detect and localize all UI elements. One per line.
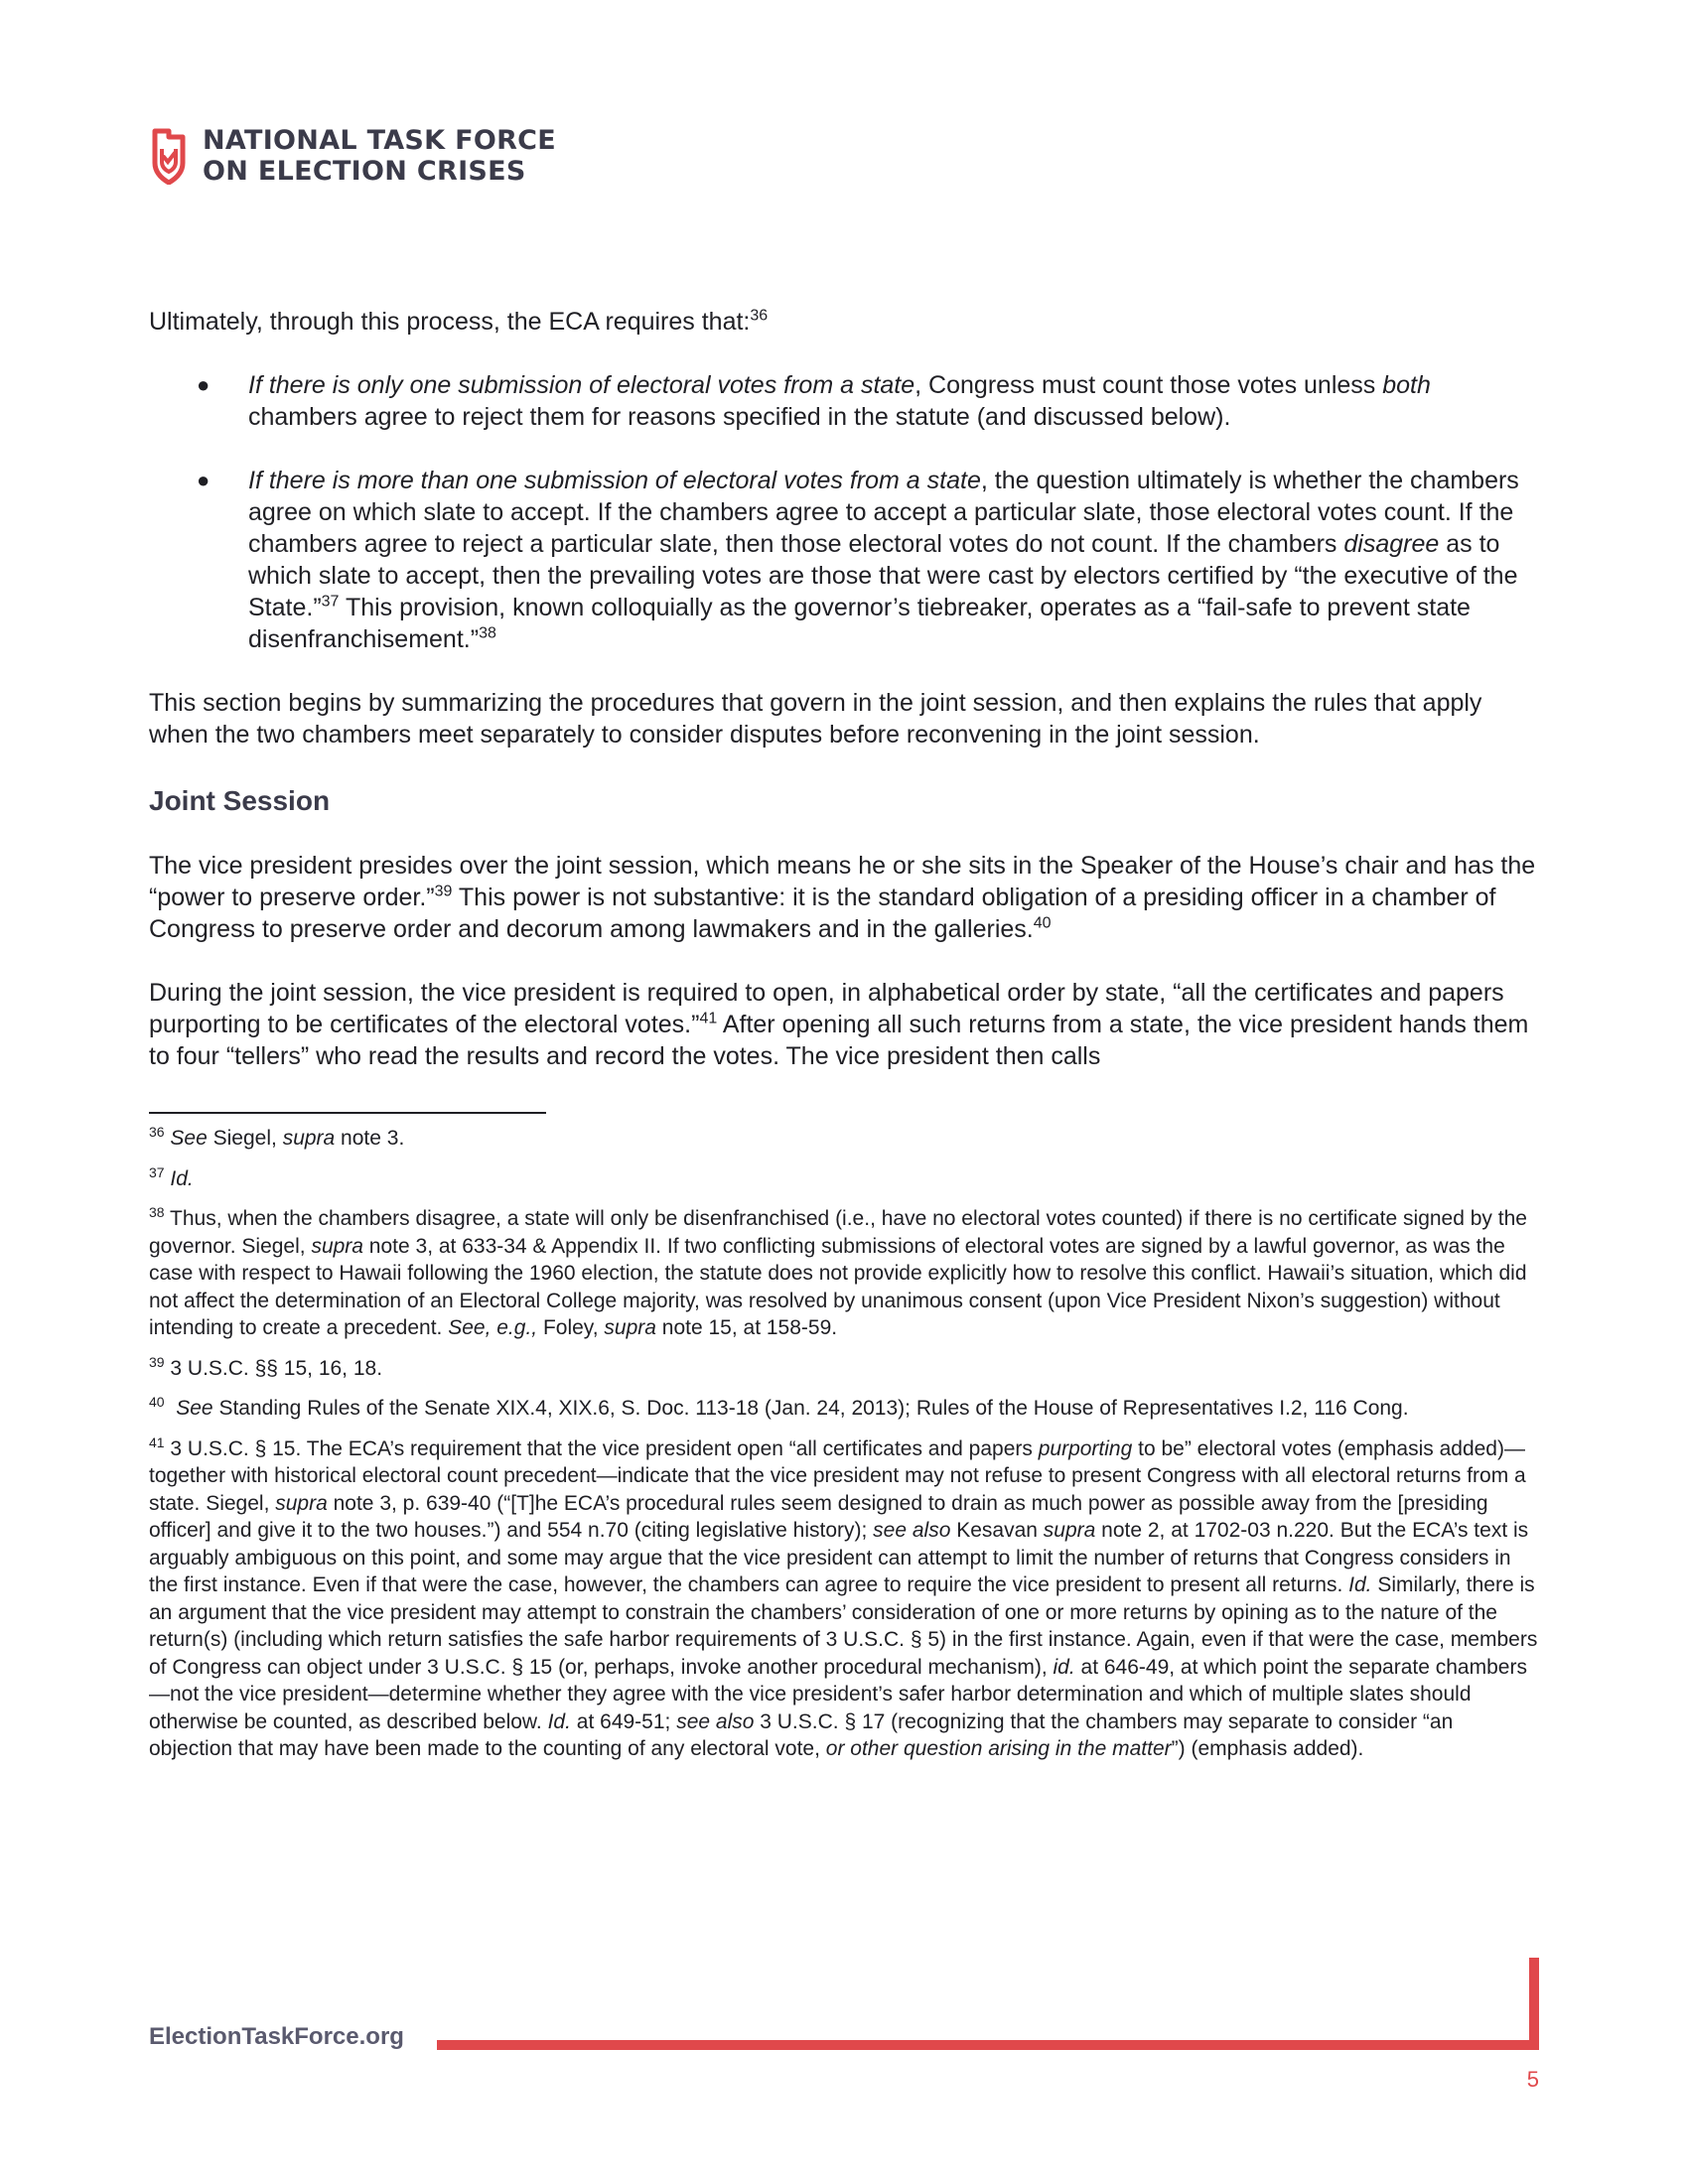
section-summary-paragraph: This section begins by summarizing the procedures that govern in the joint session, and then explains the rules that apply when the two chambers meet separately to consider disputes before reconvening in the joint session. bbox=[149, 689, 1482, 749]
main-content bbox=[149, 306, 1539, 1072]
list-item: ● If there is only one submission of electoral votes from a state, Congress must count those votes unless both chambers agree to reject them for reasons specified in the statute (and discussed below). bbox=[197, 371, 1431, 431]
footnote-ref-39[interactable]: 39 bbox=[434, 883, 453, 900]
footnote-41: $^{41}$ 3 U.S.C. § 15. The ECA’s requirement that the vice president open “all certificates and papers purporting to be” electoral votes (emphasis added)—together with historical electoral count precedent—indicate that the vice president may not refuse to present Congress with all electoral returns from a state. Siegel, supra note 3, p. 639-40 (“[T]he ECA’s procedural rules seem designed to drain as much power as possible away from the [presiding officer] and give it to the two houses.”) and 554 n.70 (citing legislative history); see also Kesavan supra note 2, at 1702-03 n.220. But the ECA’s text is arguably ambiguous on this point, and some may argue that the vice president can attempt to limit the number of returns that Congress considers in the first instance. Even if that were the case, however, the chambers can agree to require the vice president to present all returns. Id. Similarly, there is an argument that the vice president may attempt to constrain the chambers’ consideration of one or more returns by opining as to the nature of the return(s) (including which return satisfies the safe harbor requirements of 3 U.S.C. § 5) in the first instance. Again, even if that were the case, members of Congress can object under 3 U.S.C. § 15 (or, perhaps, invoke another procedural mechanism), id. at 646-49, at which point the separate chambers—not the vice president—determine whether they agree with the vice president’s safer harbor determination and which of multiple slates should otherwise be counted, as described below. Id. at 649-51; see also 3 U.S.C. § 17 (recognizing that the chambers may separate to consider “an objection that may have been made to the counting of any electoral vote, or other question arising in the matter”) (emphasis added). bbox=[149, 1433, 1538, 1760]
footnote-38: $^{38}$ Thus, when the chambers disagree, a state will only be disenfranchised (i.e., have no electoral votes counted) if there is no certificate signed by the governor. Siegel, supra note 3, at 633-34 & Appendix II. If two conflicting submissions of electoral votes are signed by a lawful governor, as was the case with respect to Hawaii following the 1960 election, the statute does not provide explicitly how to resolve this conflict. Hawaii’s situation, which did not affect the determination of an Electoral College majority, was resolved by unanimous consent (upon Vice President Nixon’s suggestion) without intending to create a precedent. See, e.g., Foley, supra note 15, at 158-59. bbox=[149, 1204, 1527, 1339]
logo-line-2: ON ELECTION CRISES bbox=[203, 156, 526, 187]
footnote-ref-40[interactable]: 40 bbox=[1033, 914, 1052, 932]
footnote-39: $^{39}$ 3 U.S.C. §§ 15, 16, 18. bbox=[149, 1353, 383, 1380]
footnote-ref-41[interactable]: 41 bbox=[699, 1010, 718, 1027]
logo-wordmark bbox=[203, 125, 556, 187]
footnote-ref-38[interactable]: 38 bbox=[479, 624, 496, 642]
logo-line-1: NATIONAL TASK FORCE bbox=[203, 125, 557, 156]
footnote-37: $^{37}$ Id. bbox=[149, 1163, 194, 1190]
bullet-icon: ● bbox=[197, 468, 211, 492]
footnotes bbox=[149, 1125, 1539, 1776]
footnote-40: $^{40}$ See Standing Rules of the Senate XIX.4, XIX.6, S. Doc. 113-18 (Jan. 24, 2013); Rules of the House of Representatives I.2, 116 Cong. bbox=[149, 1394, 1409, 1420]
joint-session-paragraph-1: The vice president presides over the joint session, which means he or she sits in the Speaker of the House’s chair and has the “power to preserve order.”$^{39}$ This power is not substantive: it is the standard obligation of a presiding officer in a chamber of Congress to preserve order and decorum among lawmakers and in the galleries.$^{40}$ bbox=[149, 852, 1536, 943]
footnote-ref-37[interactable]: 37 bbox=[321, 593, 340, 611]
footnote-divider bbox=[149, 1112, 546, 1114]
footer-accent-line bbox=[437, 2040, 1537, 2050]
shield-logo-icon bbox=[149, 127, 189, 185]
footer-accent-vertical bbox=[1529, 1958, 1539, 2050]
section-heading: Joint Session bbox=[149, 785, 331, 816]
intro-paragraph: Ultimately, through this process, the ECA requires that:$^{36}$ bbox=[149, 307, 769, 336]
requirements-list bbox=[149, 369, 1539, 655]
bullet-icon: ● bbox=[197, 372, 211, 397]
footnote-ref-36[interactable]: 36 bbox=[750, 307, 769, 325]
footer-website-link[interactable]: ElectionTaskForce.org bbox=[149, 2023, 404, 2050]
list-item: ● If there is more than one submission of electoral votes from a state, the question ultimately is whether the chambers agree on which slate to accept. If the chambers agree to accept a particular slate, those electoral votes count. If the chambers agree to reject a particular slate, then those electoral votes do not count. If the chambers disagree as to which slate to accept, then the prevailing votes are those that were cast by electors certified by “the executive of the State.”$^{37}$ This provision, known colloquially as the governor’s tiebreaker, operates as a “fail-safe to prevent state disenfranchisement.”$^{38}$ bbox=[197, 467, 1519, 653]
page-number: 5 bbox=[1526, 2067, 1539, 2092]
footnote-36: $^{36}$ See Siegel, supra note 3. bbox=[149, 1124, 405, 1150]
joint-session-paragraph-2: During the joint session, the vice president is required to open, in alphabetical order by state, “all the certificates and papers purporting to be certificates of the electoral votes.”$^{41}$ After opening all such returns from a state, the vice president hands them to four “tellers” who read the results and record the votes. The vice president then calls bbox=[149, 979, 1529, 1070]
